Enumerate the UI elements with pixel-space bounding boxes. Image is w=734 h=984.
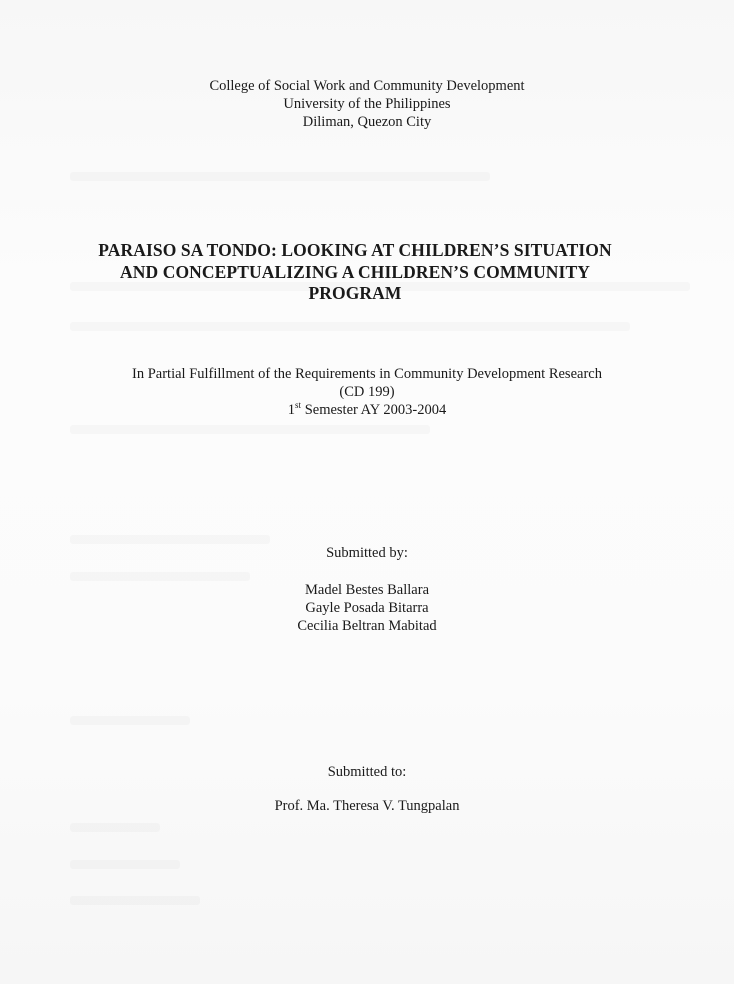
title-line-1: PARAISO SA TONDO: LOOKING AT CHILDREN’S SITUATION [98,240,612,260]
show-through-line [70,322,630,331]
show-through-line [70,823,160,832]
college-name: College of Social Work and Community Development [209,78,525,94]
submitted-to-label: Submitted to: [327,764,407,780]
university-location: Diliman, Quezon City [302,114,432,130]
author-name: Gayle Posada Bitarra [305,600,429,616]
fulfillment-statement [0,365,734,419]
adviser-name: Prof. Ma. Theresa V. Tungpalan [274,798,460,814]
show-through-line [70,860,180,869]
show-through-line [70,572,250,581]
submitted-to-section [0,763,734,781]
author-list [0,581,734,635]
submitted-by-label: Submitted by: [326,545,408,561]
author-name: Cecilia Beltran Mabitad [297,618,437,634]
document-title [70,240,640,305]
semester-number: 1 [287,402,296,418]
submitted-by-section [0,544,734,562]
adviser [0,797,734,815]
show-through-line [70,535,270,544]
requirement-statement: In Partial Fulfillment of the Requirements in Community Development Research [132,366,602,382]
semester-academic-year: Semester AY 2003-2004 [301,402,447,418]
show-through-line [70,896,200,905]
semester-ordinal-suffix: st [295,400,302,411]
title-line-3: PROGRAM [308,283,402,303]
show-through-line [70,172,490,181]
title-line-2: AND CONCEPTUALIZING A CHILDREN’S COMMUNITY [120,261,590,282]
show-through-line [70,425,430,434]
show-through-line [70,716,190,725]
institution-header [0,77,734,131]
semester-line [0,401,734,419]
university-name: University of the Philippines [283,96,451,112]
course-code: (CD 199) [339,384,395,400]
author-name: Madel Bestes Ballara [304,582,429,598]
